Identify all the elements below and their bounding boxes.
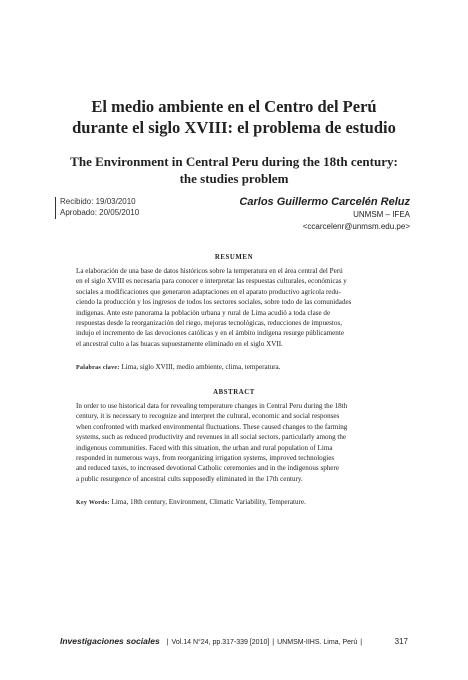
abstract-line: a public resurgence of ancestral cults supposedly eliminated in the 17th century. xyxy=(76,474,303,483)
page-number: 317 xyxy=(394,637,408,646)
journal-name: Investigaciones sociales xyxy=(60,636,160,646)
keywords-label: Key Words: xyxy=(76,500,110,506)
author-block xyxy=(239,195,410,233)
page-footer xyxy=(60,636,408,646)
abstract-line: century, it is necessary to recognize and interpret the cultural, economic and social responses xyxy=(76,412,340,421)
resumen-line: indujo el incremento de las devociones católicas y en el ámbito indígena resurge públicamente xyxy=(76,329,344,338)
abstract-heading: ABSTRACT xyxy=(213,389,255,396)
abstract-line: responded in numerous ways, from reorganizing irrigation systems, improved technologies xyxy=(76,454,335,463)
abstract-line: when confronted with marked environmental fluctuations. These caused changes to the farming xyxy=(76,422,348,431)
author-institution: UNMSM – IFEA xyxy=(353,210,410,219)
journal-volume: Vol.14 N°24, pp.317-339 [2010] xyxy=(171,639,270,646)
abstract-keywords xyxy=(76,497,402,508)
abstract-body xyxy=(76,401,402,484)
author-name xyxy=(239,195,410,209)
resumen-line: sociales a modificaciones que generaron adaptaciones en el aparato productivo agrícola redu- xyxy=(76,287,341,296)
subtitle-line: The Environment in Central Peru during the 18th century: xyxy=(70,154,398,169)
dates-divider xyxy=(55,197,56,219)
resumen-line: ciendo la producción y los ingresos de todos los sectores sociales, sobre todo de las comunidades xyxy=(76,298,352,307)
keywords-label: Palabras clave: xyxy=(76,365,120,371)
abstract-line: and reduced taxes, to increased devotional Catholic ceremonies and in the indigenous sphere xyxy=(76,464,339,473)
resumen-line: respuestas desde la reorganización del riego, mejoras tecnológicas, reducciones de impuestos, xyxy=(76,319,342,328)
keywords-text: Lima, siglo XVIII, medio ambiente, clima, temperatura. xyxy=(119,363,281,371)
title-line: durante el siglo XVIII: el problema de estudio xyxy=(72,118,396,137)
article-title xyxy=(40,96,428,138)
resumen-line: en el siglo XVIII es necesaria para conocer e interpretar las respuestas culturales, económicas y xyxy=(76,277,347,286)
subtitle-line: the studies problem xyxy=(179,171,289,186)
received-date: Recibido: 19/03/2010 xyxy=(60,197,136,206)
approved-date: Aprobado: 20/05/2010 xyxy=(60,208,140,217)
resumen-line: indígenas. Ante este panorama la población urbana y rural de Lima acudió a toda clase de xyxy=(76,308,331,317)
resumen-line: La elaboración de una base de datos históricos sobre la temperatura en el área central del Perú xyxy=(76,267,343,275)
author-email: <ccarcelenr@unmsm.edu.pe> xyxy=(302,222,410,231)
author-first-name: Carlos Guillermo xyxy=(239,196,332,208)
footer-separator: | xyxy=(272,639,275,646)
abstract-line: indigenous communities. Faced with this situation, the urban and rural population of Lima xyxy=(76,443,333,452)
abstract-line: systems, such as reduced productivity and revenues in all social sectors, particularly among the xyxy=(76,433,347,442)
title-line: El medio ambiente en el Centro del Perú xyxy=(91,97,377,116)
submission-dates xyxy=(60,196,139,218)
author-last-name: Carcelén Reluz xyxy=(331,196,410,208)
resumen-keywords xyxy=(76,362,402,373)
resumen-heading: RESUMEN xyxy=(214,254,254,261)
resumen-line: el ancestral culto a las huacas supuestamente eliminado en el siglo XVII. xyxy=(76,339,283,348)
abstract-line: In order to use historical data for revealing temperature changes in Central Peru during the 18th xyxy=(76,402,348,410)
article-subtitle xyxy=(40,153,428,187)
journal-publisher: UNMSM-IIHS. Lima, Perú xyxy=(277,639,358,646)
keywords-text: Lima, 18th century, Environment, Climatic Variability, Temperature. xyxy=(109,498,306,506)
resumen-body xyxy=(76,266,402,349)
footer-separator: | xyxy=(166,639,169,646)
footer-separator: | xyxy=(360,639,363,646)
